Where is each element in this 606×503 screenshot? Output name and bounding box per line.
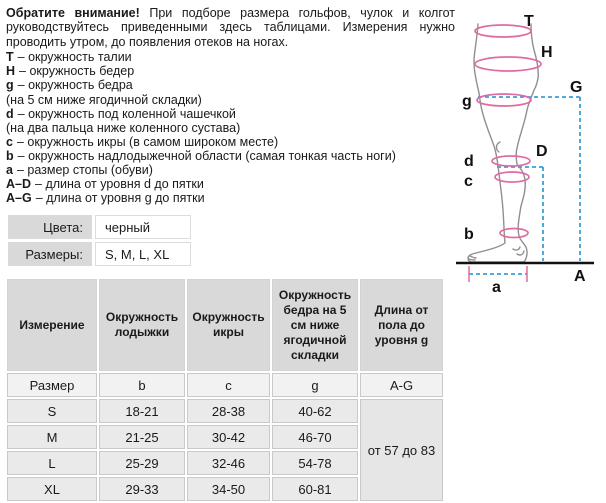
definition-text: – окружность талии (17, 50, 132, 65)
definition-term: H (6, 64, 16, 79)
size-table-subheader-row (7, 373, 443, 397)
label-g: g (462, 93, 472, 110)
colors-row (8, 215, 191, 239)
cell-size: XL (7, 477, 97, 501)
definition-line (6, 163, 455, 177)
subheader-size: Размер (7, 373, 97, 397)
cell-b: 25-29 (99, 451, 185, 475)
subheader-g: g (272, 373, 358, 397)
diagram-labels (462, 13, 586, 296)
thigh-ellipse-g (477, 94, 531, 106)
definition-text: – окружность надлодыжечной области (самая тонкая часть ноги) (17, 148, 396, 163)
cell-g: 60-81 (272, 477, 358, 501)
label-H: H (541, 44, 553, 61)
label-b: b (464, 226, 474, 243)
cell-ag-merged: от 57 до 83 (360, 399, 443, 501)
ankle-mark (513, 247, 524, 255)
size-table (5, 277, 445, 503)
header-measurement: Измерение (7, 279, 97, 371)
definition-text: – окружность бедер (19, 64, 135, 79)
cell-g: 40-62 (272, 399, 358, 423)
definition-line (6, 121, 455, 135)
definition-line (6, 191, 455, 205)
definition-line (6, 78, 455, 92)
cell-c: 28-38 (187, 399, 270, 423)
definition-text: – окружность икры (в самом широком месте) (16, 134, 279, 149)
definition-term: A–G (6, 191, 32, 206)
intro-rest: При подборе размера гольфов, чулок и колгот руководствуйтесь приведенными здесь таблицами. Измерения нужно проводить утром, до появления отеков на ногах. (6, 6, 456, 49)
label-T: T (524, 13, 534, 30)
cell-c: 34-50 (187, 477, 270, 501)
description-block (6, 6, 455, 205)
label-c: c (464, 173, 473, 190)
label-d: d (464, 153, 474, 170)
header-floor-length: Длина от пола до уровня g (360, 279, 443, 371)
attributes-table (5, 212, 194, 269)
subheader-b: b (99, 373, 185, 397)
cell-size: L (7, 451, 97, 475)
definition-line (6, 177, 455, 191)
colors-value: черный (95, 215, 191, 239)
header-calf-circumference: Окружность икры (187, 279, 270, 371)
size-table-header-row (7, 279, 443, 371)
cell-g: 46-70 (272, 425, 358, 449)
intro-bold: Обратите внимание! (6, 6, 140, 20)
definition-term: T (6, 50, 14, 65)
definition-term: A–D (6, 177, 32, 192)
definition-line (6, 50, 455, 64)
definition-line (6, 149, 455, 163)
cell-size: M (7, 425, 97, 449)
definition-term: g (6, 78, 14, 93)
sizes-row (8, 242, 191, 266)
waist-ellipse-T (475, 25, 531, 37)
definition-line (6, 64, 455, 78)
header-thigh-circumference: Окружность бедра на 5 см ниже ягодичной складки (272, 279, 358, 371)
sizes-label: Размеры: (8, 242, 92, 266)
definition-text: – длина от уровня g до пятки (35, 191, 205, 206)
leg-contour (468, 24, 538, 262)
knee-crease-mark (496, 142, 500, 152)
measurement-definitions (6, 50, 455, 205)
subheader-c: c (187, 373, 270, 397)
definition-text: – длина от уровня d до пятки (35, 177, 204, 192)
cell-g: 54-78 (272, 451, 358, 475)
cell-b: 29-33 (99, 477, 185, 501)
leg-measurement-diagram (440, 0, 606, 300)
header-ankle-circumference: Окружность лодыжки (99, 279, 185, 371)
table-row-s (7, 399, 443, 423)
label-a: a (492, 279, 501, 296)
definition-term: a (6, 162, 13, 177)
sizes-value: S, M, L, XL (95, 242, 191, 266)
cell-c: 30-42 (187, 425, 270, 449)
definition-text: – размер стопы (обуви) (16, 162, 153, 177)
colors-label: Цвета: (8, 215, 92, 239)
toe-marks (469, 256, 476, 260)
definition-text: (на 5 см ниже ягодичной складки) (6, 92, 202, 107)
definition-term: c (6, 134, 13, 149)
definition-text: – окружность бедра (17, 78, 133, 93)
definition-term: d (6, 106, 14, 121)
subheader-ag: A-G (360, 373, 443, 397)
intro-paragraph (6, 6, 455, 49)
label-D: D (536, 143, 548, 160)
hip-ellipse-H (475, 57, 541, 71)
definition-line (6, 107, 455, 121)
definition-text: (на два пальца ниже коленного сустава) (6, 120, 241, 135)
label-A: A (574, 268, 586, 285)
cell-b: 18-21 (99, 399, 185, 423)
cell-b: 21-25 (99, 425, 185, 449)
label-G: G (570, 79, 583, 96)
leg-outline (468, 24, 538, 262)
definition-term: b (6, 148, 14, 163)
cell-c: 32-46 (187, 451, 270, 475)
cell-size: S (7, 399, 97, 423)
definition-line (6, 93, 455, 107)
definition-text: – окружность под коленной чашечкой (17, 106, 236, 121)
definition-line (6, 135, 455, 149)
